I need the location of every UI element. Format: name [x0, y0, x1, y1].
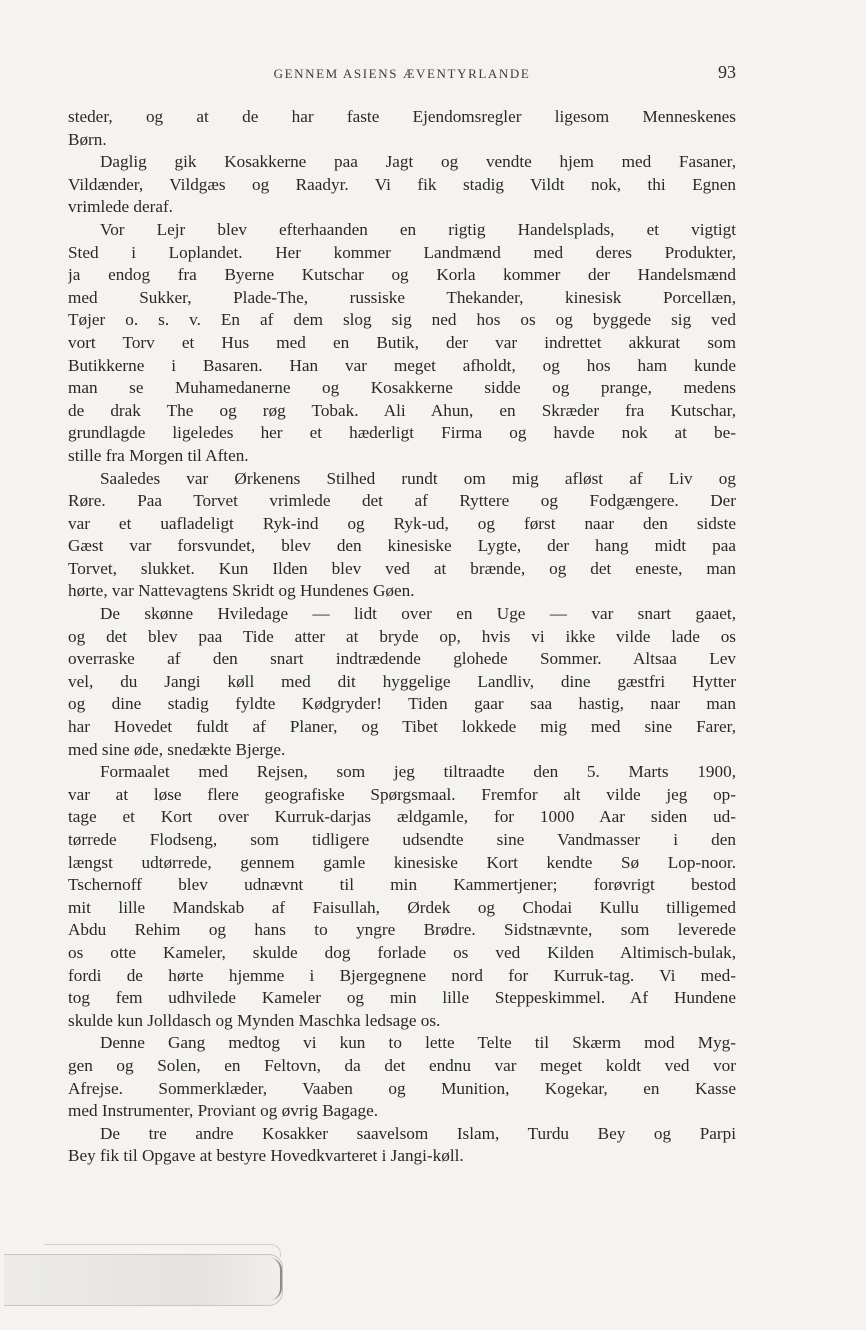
text-line: Daglig gik Kosakkerne paa Jagt og vendte hjem med Fasaner, [100, 152, 736, 172]
text-line: Denne Gang medtog vi kun to lette Telte til Skærm mod Myg- [100, 1033, 736, 1053]
paragraph [68, 761, 736, 1032]
text-line: vel, du Jangi køll med dit hyggelige Landliv, dine gæstfri Hytter [68, 671, 736, 691]
text-line: steder, og at de har faste Ejendomsregler ligesom Menneskenes [68, 107, 736, 126]
text-line: Torvet, slukket. Kun Ilden blev ved at brænde, og det eneste, man [68, 558, 736, 578]
text-line: med Sukker, Plade-The, russiske Thekander, kinesisk Porcellæn, [68, 287, 736, 307]
text-line: hørte, var Nattevagtens Skridt og Hundenes Gøen. [68, 581, 415, 601]
text-line: man se Muhamedanerne og Kosakkerne sidde og prange, medens [68, 378, 736, 398]
text-line: Vor Lejr blev efterhaanden en rigtig Handelsplads, et vigtigt [100, 219, 736, 239]
text-line: Bey fik til Opgave at bestyre Hovedkvarteret i Jangi-køll. [68, 1146, 464, 1166]
text-line: Saaledes var Ørkenens Stilhed rundt om mig afløst af Liv og [100, 468, 736, 488]
paragraph [68, 106, 736, 151]
paragraph [68, 603, 736, 761]
text-line: og det blev paa Tide atter at bryde op, hvis vi ikke vilde lade os [68, 626, 736, 646]
text-line: var at løse flere geografiske Spørgsmaal. Fremfor alt vilde jeg op- [68, 784, 736, 804]
text-line: vort Torv et Hus med en Butik, der var indrettet akkurat som [68, 332, 736, 352]
text-line: vrimlede deraf. [68, 197, 173, 217]
text-line: tog fem udhvilede Kameler og min lille Steppeskimmel. Af Hundene [68, 988, 736, 1008]
text-line: de drak The og røg Tobak. Ali Ahun, en Skræder fra Kutschar, [68, 400, 736, 420]
text-line: Børn. [68, 129, 107, 149]
text-line: var et uafladeligt Ryk-ind og Ryk-ud, og først naar den sidste [68, 513, 736, 533]
text-line: Vildænder, Vildgæs og Raadyr. Vi fik stadig Vildt nok, thi Egnen [68, 174, 736, 194]
body-text [68, 106, 736, 1168]
text-line: tage et Kort over Kurruk-darjas ældgamle, for 1000 Aar siden ud- [68, 807, 736, 827]
text-line: De skønne Hviledage — lidt over en Uge — var snart gaaet, [100, 604, 736, 624]
text-line: skulde kun Jolldasch og Mynden Maschka ledsage os. [68, 1010, 441, 1030]
text-line: Tschernoff blev udnævnt til min Kammertjener; forøvrigt bestod [68, 875, 736, 895]
text-line: længst udtørrede, gennem gamle kinesiske Kort kendte Sø Lop-noor. [68, 852, 736, 872]
text-line: med Instrumenter, Proviant og øvrig Bagage. [68, 1101, 379, 1121]
text-line: Gæst var forsvundet, blev den kinesiske Lygte, der hang midt paa [68, 536, 736, 556]
paragraph [68, 151, 736, 219]
text-line: fordi de hørte hjemme i Bjergegnene nord for Kurruk-tag. Vi med- [68, 965, 736, 985]
text-line: Butikkerne i Basaren. Han var meget afholdt, og hos ham kunde [68, 355, 736, 375]
text-line: ja endog fra Byerne Kutschar og Korla kommer der Handelsmænd [68, 265, 736, 285]
text-line: har Hovedet fuldt af Planer, og Tibet lokkede mig med sine Farer, [68, 717, 736, 737]
running-title: GENNEM ASIENS ÆVENTYRLANDE [273, 66, 531, 81]
text-line: stille fra Morgen til Aften. [68, 445, 249, 465]
text-line: Sted i Loplandet. Her kommer Landmænd med deres Produkter, [68, 242, 736, 262]
page-number: 93 [718, 62, 736, 82]
text-line: grundlagde ligeledes her et hæderligt Firma og havde nok at be- [68, 423, 736, 443]
text-line: med sine øde, snedækte Bjerge. [68, 739, 286, 759]
paragraph [68, 468, 736, 604]
text-line: Røre. Paa Torvet vrimlede det af Ryttere og Fodgængere. Der [68, 491, 736, 511]
paragraph [68, 1032, 736, 1122]
paragraph [68, 1123, 736, 1168]
text-line: Afrejse. Sommerklæder, Vaaben og Munition, Kogekar, en Kasse [68, 1078, 736, 1098]
text-line: gen og Solen, en Feltovn, da det endnu var meget koldt ved vor [68, 1055, 736, 1075]
text-line: tørrede Flodseng, som tidligere udsendte sine Vandmasser i den [68, 830, 736, 849]
text-line: Abdu Rehim og hans to yngre Brødre. Sidstnævnte, som leverede [68, 920, 736, 940]
text-line: De tre andre Kosakker saavelsom Islam, Turdu Bey og Parpi [100, 1123, 736, 1143]
text-line: og dine stadig fyldte Kødgryder! Tiden gaar saa hastig, naar man [68, 694, 736, 714]
text-line: Formaalet med Rejsen, som jeg tiltraadte den 5. Marts 1900, [100, 762, 736, 782]
text-line: overraske af den snart indtrædende glohede Sommer. Altsaa Lev [68, 649, 736, 669]
paragraph [68, 219, 736, 468]
text-line: os otte Kameler, skulde dog forlade os ved Kilden Altimisch-bulak, [68, 942, 736, 962]
text-line: Tøjer o. s. v. En af dem slog sig ned hos os og byggede sig ved [68, 310, 736, 330]
tab-bracket [266, 1258, 282, 1300]
paper-tab-mark [4, 1244, 286, 1306]
text-line: mit lille Mandskab af Faisullah, Ørdek og Chodai Kullu tilligemed [68, 897, 736, 917]
running-head [68, 62, 736, 86]
tab-shadow [4, 1254, 283, 1306]
